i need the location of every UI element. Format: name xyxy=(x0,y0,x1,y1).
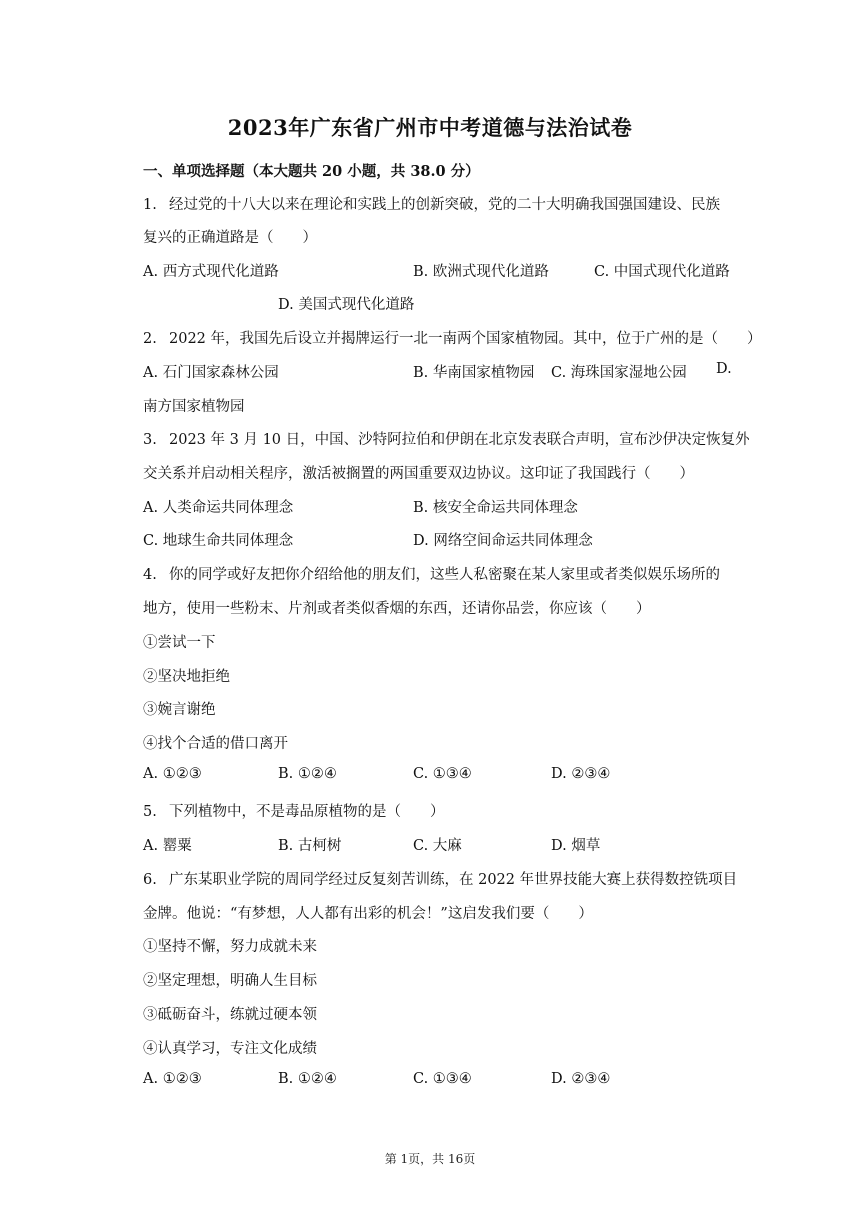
option-c: C. 中国式现代化道路 xyxy=(594,264,730,280)
question-5-line-1 xyxy=(143,800,445,821)
question-6-line-2: 金牌。他说：“有梦想，人人都有出彩的机会！”这启发我们要（ ） xyxy=(143,906,593,922)
question-1-line-2: 复兴的正确道路是（ ） xyxy=(143,230,317,246)
option-a: A. 石门国家森林公园 xyxy=(143,365,279,381)
option-c: C. 海珠国家湿地公园 xyxy=(551,365,687,381)
statement-3: ③婉言谢绝 xyxy=(143,702,216,718)
question-stem: 2022 年，我国先后设立并揭牌运行一北一南两个国家植物园。其中，位于广州的是（ ） xyxy=(169,331,762,347)
question-stem: 广东某职业学院的周同学经过反复刻苦训练，在 2022 年世界技能大赛上获得数控铣项目 xyxy=(169,872,738,888)
option-a: A. ①②③ xyxy=(143,1071,202,1087)
option-a: A. 西方式现代化道路 xyxy=(143,264,279,280)
statement-2: ②坚决地拒绝 xyxy=(143,669,230,685)
statement-1: ①坚持不懈，努力成就未来 xyxy=(143,939,317,955)
question-stem: 你的同学或好友把你介绍给他的朋友们，这些人私密聚在某人家里或者类似娱乐场所的 xyxy=(169,567,720,583)
option-b: B. ①②④ xyxy=(278,766,337,782)
statement-3: ③砥砺奋斗，练就过硬本领 xyxy=(143,1007,317,1023)
question-stem: 下列植物中，不是毒品原植物的是（ ） xyxy=(169,804,445,820)
option-c: C. 地球生命共同体理念 xyxy=(143,533,294,549)
statement-1: ①尝试一下 xyxy=(143,635,216,651)
question-number: 6. xyxy=(143,872,157,888)
option-b: B. 欧洲式现代化道路 xyxy=(413,264,549,280)
question-1-line-1 xyxy=(143,193,720,214)
option-d: D. 美国式现代化道路 xyxy=(278,297,415,313)
option-a: A. ①②③ xyxy=(143,766,202,782)
section-heading: 一、单项选择题（本大题共 20 小题，共 38.0 分） xyxy=(143,163,480,180)
question-number: 4. xyxy=(143,567,157,583)
question-number: 5. xyxy=(143,804,157,820)
question-6-line-1 xyxy=(143,868,737,889)
question-number: 2. xyxy=(143,331,157,347)
question-stem: 经过党的十八大以来在理论和实践上的创新突破，党的二十大明确我国强国建设、民族 xyxy=(169,197,720,213)
option-c: C. 大麻 xyxy=(413,838,462,854)
option-d: D. 烟草 xyxy=(551,838,601,854)
option-d-text: 南方国家植物园 xyxy=(143,399,245,415)
option-d: D. ②③④ xyxy=(551,766,611,782)
page-title: 2023年广东省广州市中考道德与法治试卷 xyxy=(227,115,633,140)
question-2-line-1 xyxy=(143,327,762,348)
option-d: D. 网络空间命运共同体理念 xyxy=(413,533,593,549)
question-3-line-2: 交关系并启动相关程序，激活被搁置的两国重要双边协议。这印证了我国践行（ ） xyxy=(143,466,694,482)
option-d: D. xyxy=(716,361,732,377)
option-a: A. 罂粟 xyxy=(143,838,192,854)
option-d: D. ②③④ xyxy=(551,1071,611,1087)
option-b: B. 核安全命运共同体理念 xyxy=(413,500,578,516)
statement-2: ②坚定理想，明确人生目标 xyxy=(143,973,317,989)
question-number: 1. xyxy=(143,197,157,213)
question-number: 3. xyxy=(143,432,157,448)
question-3-line-1 xyxy=(143,428,750,449)
question-4-line-2: 地方，使用一些粉末、片剂或者类似香烟的东西，还请你品尝，你应该（ ） xyxy=(143,601,651,617)
statement-4: ④认真学习，专注文化成绩 xyxy=(143,1041,317,1057)
option-c: C. ①③④ xyxy=(413,766,472,782)
page-footer: 第 1页，共 16页 xyxy=(384,1152,476,1166)
question-stem: 2023 年 3 月 10 日，中国、沙特阿拉伯和伊朗在北京发表联合声明，宣布沙伊决定恢复外 xyxy=(169,432,750,448)
option-c: C. ①③④ xyxy=(413,1071,472,1087)
option-a: A. 人类命运共同体理念 xyxy=(143,500,294,516)
option-b: B. ①②④ xyxy=(278,1071,337,1087)
question-4-line-1 xyxy=(143,563,720,584)
option-b: B. 古柯树 xyxy=(278,838,342,854)
statement-4: ④找个合适的借口离开 xyxy=(143,736,288,752)
option-b: B. 华南国家植物园 xyxy=(413,365,535,381)
